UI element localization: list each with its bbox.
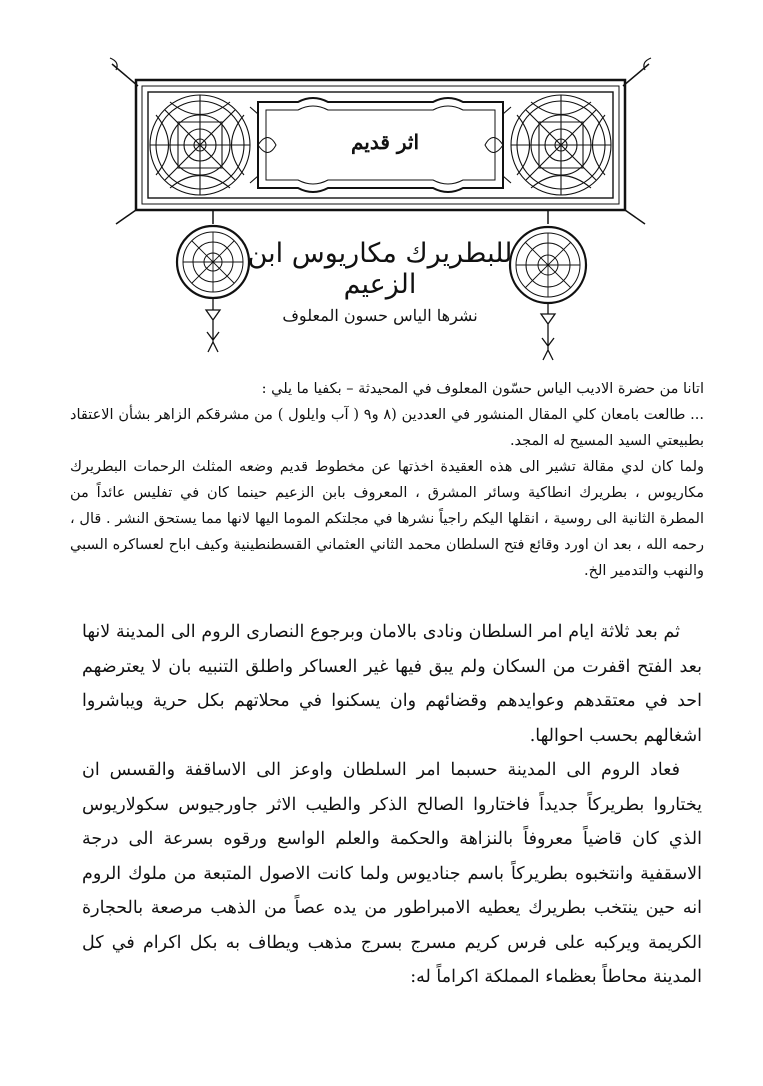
body-paragraph: فعاد الروم الى المدينة حسبما امر السلطان واوعز الى الاساقفة والقسس ان يختاروا بطريركاً جديداً فاختاروا الصالح الذكر والطيب الاثر جاورجيوس سكولاريوس الذي كان قاضياً معروفاً بالنزاهة والحكمة والعلم الواسع ورقوه بسرعة الى درجة الاسقفية وانتخبوه بطريركاً باسم جناديوس ولما كانت الاصول المتبعة من ملوك الروم انه حين ينتخب بطريرك يعطيه الامبراطور من يده عصاً من الذهب مرصعة بالحجارة الكريمة ويركبه على فرس كريم مسرج بسرج مذهب ويطاف به بكل اكرام في كل المدينة محاطاً بعظماء المملكة اكراماً له:	[82, 760, 702, 987]
body-paragraph: ثم بعد ثلاثة ايام امر السلطان ونادى بالامان وبرجوع النصارى الروم الى المدينة لانها بعد الفتح اقفرت من السكان ولم يبق فيها غير العساكر واطلق التنبيه بان لا يعترضهم احد في معتقدهم وعوايدهم وقضائهم وان يسكنوا في محلاتهم بكل حرية ويباشروا اشغالهم بحسب احوالها.	[82, 622, 702, 746]
body-section	[82, 615, 702, 995]
article-author: نشرها الياس حسون المعلوف	[282, 306, 478, 325]
article-title: للبطريرك مكاريوس ابن الزعيم	[247, 238, 513, 300]
intro-section	[70, 376, 704, 584]
intro-paragraph: ولما كان لدي مقالة تشير الى هذه العقيدة اخذتها عن مخطوط قديم وضعه المثلث الرحمات البطريرك مكاريوس ، بطريرك انطاكية وسائر المشرق ، المعروف بابن الزعيم حينما كان في تفليس عائداً من المطرة الثانية الى روسية ، انقلها اليكم راجياً نشرها في مجلتكم الموما اليها لانها مما يستحق النشر . قال ، رحمه الله ، بعد ان اورد وقائع فتح السلطان محمد الثاني العثماني القسطنطينية وكيف اباح لعساكره السبي والنهب والتدمير الخ.	[70, 459, 704, 579]
intro-paragraph: ... طالعت بامعان كلي المقال المنشور في العددين (٨ و٩ ( آب وايلول ) من مشرقكم الزاهر بشأن الاعتقاد بطبيعتي السيد المسيح له المجد.	[70, 407, 704, 449]
intro-paragraph: اتانا من حضرة الاديب الياس حسّون المعلوف في المحيدثة – بكفيا ما يلي :	[261, 381, 704, 397]
header-label: اثر قديم	[350, 130, 420, 154]
